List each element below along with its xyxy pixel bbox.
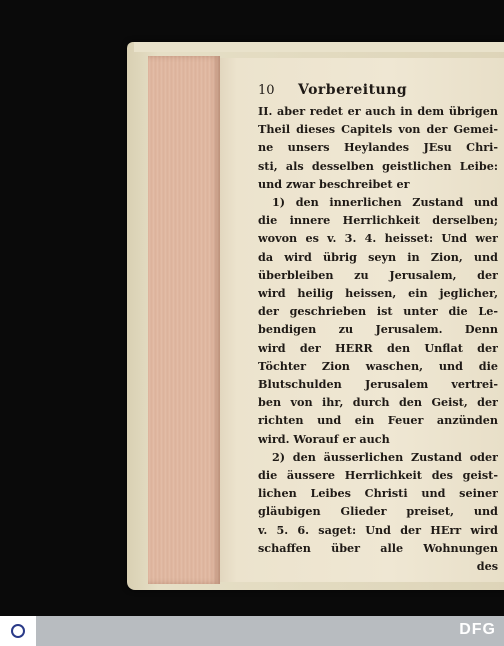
text-line: überbleiben zu Jerusalem, der bbox=[258, 267, 498, 282]
text-lines bbox=[258, 102, 498, 557]
catchword: des bbox=[476, 559, 498, 574]
library-logo[interactable] bbox=[0, 616, 36, 646]
running-head: Vorbereitung bbox=[298, 82, 408, 98]
text-line: die äussere Herrlichkeit des geist- bbox=[258, 468, 498, 483]
text-line: wird der HERR den Unflat der bbox=[258, 340, 498, 355]
book-cover-top-edge bbox=[134, 42, 504, 52]
viewer-footer-bar bbox=[0, 616, 504, 646]
page-header bbox=[258, 82, 498, 102]
page-number: 10 bbox=[258, 83, 275, 98]
text-line: ben von ihr, durch den Geist, der bbox=[258, 395, 498, 410]
text-line: ne unsers Heylandes JEsu Chri- bbox=[258, 140, 498, 155]
text-line: v. 5. 6. saget: Und der HErr wird bbox=[258, 522, 498, 537]
text-line: wird heilig heissen, ein jeglicher, bbox=[258, 286, 498, 301]
text-line: bendigen zu Jerusalem. Denn bbox=[258, 322, 498, 337]
text-line: und zwar beschreibet er bbox=[258, 176, 410, 191]
text-line: richten und ein Feuer anzünden bbox=[258, 413, 498, 428]
library-logo-icon bbox=[11, 624, 25, 638]
text-line: schaffen über alle Wohnungen bbox=[258, 540, 498, 555]
text-line: da wird übrig seyn in Zion, und bbox=[258, 249, 498, 264]
page-edges bbox=[148, 56, 220, 584]
text-line: sti, als desselben geistlichen Leibe: bbox=[258, 158, 498, 173]
text-line: die innere Herrlichkeit derselben; bbox=[258, 213, 498, 228]
text-line: wird. Worauf er auch bbox=[258, 431, 390, 446]
page-text bbox=[258, 82, 498, 575]
text-line: der geschrieben ist unter die Le- bbox=[258, 304, 498, 319]
text-line: gläubigen Glieder preiset, und bbox=[258, 504, 498, 519]
text-line: lichen Leibes Christi und seiner bbox=[258, 486, 498, 501]
text-line: II. aber redet er auch in dem übrigen bbox=[258, 104, 498, 118]
text-line: Theil dieses Capitels von der Gemei- bbox=[258, 122, 498, 137]
text-line: Töchter Zion waschen, und die bbox=[258, 358, 498, 373]
text-line: Blutschulden Jerusalem vertrei- bbox=[258, 377, 498, 392]
text-line: 1) den innerlichen Zustand und bbox=[272, 195, 498, 210]
dfg-logo[interactable]: DFG bbox=[459, 621, 496, 638]
text-line: 2) den äusserlichen Zustand oder bbox=[272, 449, 498, 464]
text-line: wovon es v. 3. 4. heisset: Und wer bbox=[258, 231, 498, 246]
